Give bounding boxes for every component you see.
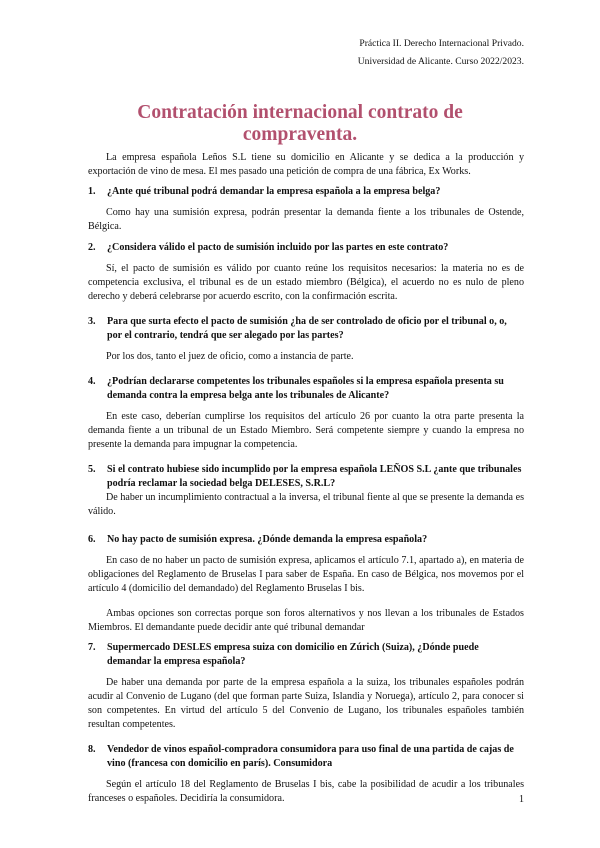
answer-3: Por los dos, tanto el juez de oficio, como a instancia de parte. (106, 351, 354, 362)
question-4 (88, 375, 524, 403)
question-number: 2. (88, 242, 96, 253)
page-number: 1 (519, 794, 524, 805)
header-course: Práctica II. Derecho Internacional Privado. (359, 38, 524, 49)
question-number: 7. (88, 642, 96, 653)
question-5 (88, 463, 524, 491)
question-text: ¿Ante qué tribunal podrá demandar la empresa española a la empresa belga? (107, 186, 441, 197)
intro-paragraph: La empresa española Leños S.L tiene su domicilio en Alicante y se dedica a la producción y exportación de vino de mesa. El mes pasado una petición de compra de una fábrica, Ex Works. (88, 152, 524, 177)
answer-5: De haber un incumplimiento contractual a la inversa, el tribunal fiente al que se presente la demanda es válido. (88, 492, 524, 517)
question-number: 3. (88, 316, 96, 327)
question-text: ¿Podrían declararse competentes los tribunales españoles si la empresa española presenta su demanda contra la empresa belga ante los tribunales de Alicante? (107, 376, 504, 401)
document-body (88, 151, 524, 806)
question-text: No hay pacto de sumisión expresa. ¿Dónde demanda la empresa española? (107, 534, 428, 545)
page-title: Contratación internacional contrato de compraventa. (137, 102, 463, 145)
answer-1: Como hay una sumisión expresa, podrán presentar la demanda fiente a los tribunales de Ostende, Bélgica. (88, 207, 524, 232)
answer-7: De haber una demanda por parte de la empresa española a la suiza, los tribunales españoles podrán acudir al Convenio de Lugano (del que forman parte Suiza, Islandia y Noruega), artículo 2, para conocer si son competentes. En virtud del artículo 5 del Convenio de Lugano, los tribunales españoles también resultan competentes. (88, 677, 524, 730)
answer-4: En este caso, deberían cumplirse los requisitos del artículo 26 por cuanto la otra parte presenta la demanda fiente a un tribunal de un Estado Miembro. Será competente siempre y cuando la empresa no presente la demanda para impugnar la competencia. (88, 411, 524, 450)
question-number: 1. (88, 186, 96, 197)
question-6 (88, 533, 524, 547)
question-number: 4. (88, 376, 96, 387)
header-university: Universidad de Alicante. Curso 2022/2023. (357, 56, 524, 67)
question-text: Vendedor de vinos español-compradora consumidora para uso final de una partida de cajas de vino (francesa con domicilio en parís). Consumidora (107, 744, 514, 769)
question-text: ¿Considera válido el pacto de sumisión incluido por las partes en este contrato? (107, 242, 449, 253)
question-7 (88, 641, 524, 669)
answer-6b: Ambas opciones son correctas porque son foros alternativos y nos llevan a los tribunales de Estados Miembros. El demandante puede decidir ante qué tribunal demandar (88, 608, 524, 633)
question-text: Supermercado DESLES empresa suiza con domicilio en Zúrich (Suiza), ¿Dónde puede demandar la empresa española? (107, 642, 479, 667)
answer-2: Sí, el pacto de sumisión es válido por cuanto reúne los requisitos necesarios: la materia no es de competencia exclusiva, el tribunal es de un estado miembro (Bélgica), el acuerdo no es nulo de pleno derecho y deberá celebrarse por acuerdo escrito, con la confirmación escrita. (88, 263, 524, 302)
question-2 (88, 241, 524, 255)
answer-6a: En caso de no haber un pacto de sumisión expresa, aplicamos el artículo 7.1, apartado a), en materia de obligaciones del Reglamento de Bruselas I para saber de España. En caso de Bélgica, nos movemos por el artículo 4 (domicilio del demandado) del Reglamento Bruselas I bis. (88, 555, 524, 594)
answer-8: Según el artículo 18 del Reglamento de Bruselas I bis, cabe la posibilidad de acudir a los tribunales franceses o españoles. Decidiría la consumidora. (88, 779, 524, 804)
question-text: Para que surta efecto el pacto de sumisión ¿ha de ser controlado de oficio por el tribunal o, o, por el contrario, tendrá que ser alegado por las partes? (107, 316, 507, 341)
question-8 (88, 743, 524, 771)
question-number: 6. (88, 534, 96, 545)
question-text: Si el contrato hubiese sido incumplido por la empresa española LEÑOS S.L ¿ante que tribunales podría reclamar la sociedad belga DELESES, S.R.L? (107, 464, 522, 489)
question-number: 5. (88, 464, 96, 475)
question-number: 8. (88, 744, 96, 755)
question-3 (88, 315, 524, 343)
question-1 (88, 185, 524, 199)
